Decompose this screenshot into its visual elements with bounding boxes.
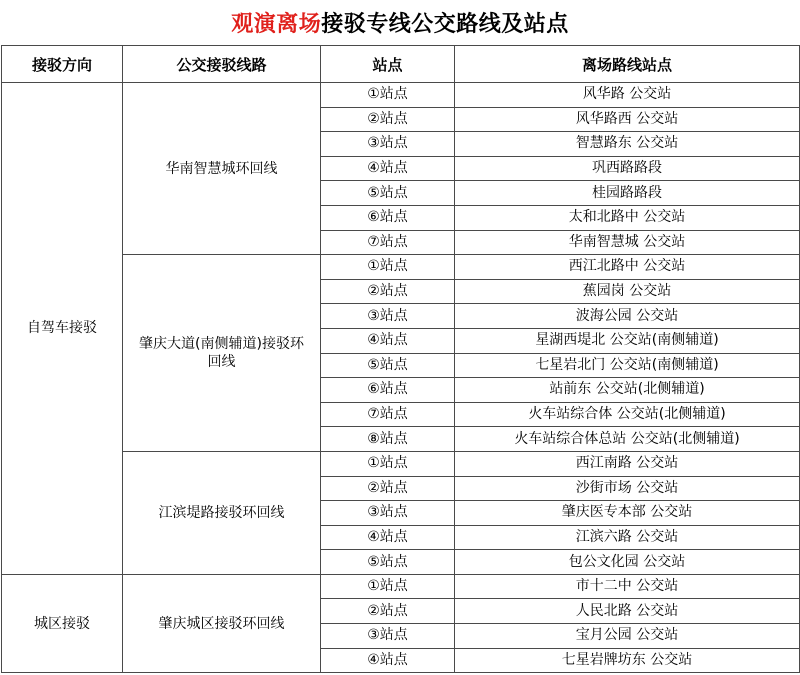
stop-number-cell: ⑤站点 <box>321 181 455 206</box>
stop-name-cell: 人民北路 公交站 <box>455 599 800 624</box>
stop-name-cell: 西江北路中 公交站 <box>455 255 800 280</box>
stop-name-cell: 包公文化园 公交站 <box>455 550 800 575</box>
stop-name-cell: 巩西路路段 <box>455 156 800 181</box>
stop-name-cell: 华南智慧城 公交站 <box>455 230 800 255</box>
stop-number-cell: ④站点 <box>321 525 455 550</box>
header-stop: 站点 <box>321 46 455 83</box>
stop-number-cell: ⑤站点 <box>321 550 455 575</box>
stop-name-cell: 桂园路路段 <box>455 181 800 206</box>
route-cell: 华南智慧城环回线 <box>123 83 321 255</box>
stop-number-cell: ③站点 <box>321 624 455 649</box>
header-row <box>2 46 800 83</box>
title-rest: 接驳专线公交路线及站点 <box>321 11 569 37</box>
route-cell: 肇庆大道(南侧辅道)接驳环回线 <box>123 255 321 452</box>
stop-name-cell: 肇庆医专本部 公交站 <box>455 501 800 526</box>
stop-number-cell: ⑥站点 <box>321 205 455 230</box>
direction-cell: 自驾车接驳 <box>2 83 123 575</box>
stop-number-cell: ⑥站点 <box>321 378 455 403</box>
stop-number-cell: ①站点 <box>321 83 455 108</box>
stop-name-cell: 智慧路东 公交站 <box>455 132 800 157</box>
stop-name-cell: 星湖西堤北 公交站(南侧辅道) <box>455 328 800 353</box>
stop-number-cell: ⑦站点 <box>321 402 455 427</box>
stop-name-cell: 江滨六路 公交站 <box>455 525 800 550</box>
stop-name-cell: 站前东 公交站(北侧辅道) <box>455 378 800 403</box>
page-title <box>0 0 800 45</box>
direction-cell: 城区接驳 <box>2 574 123 672</box>
stop-number-cell: ④站点 <box>321 328 455 353</box>
stop-number-cell: ③站点 <box>321 304 455 329</box>
header-direction: 接驳方向 <box>2 46 123 83</box>
stop-number-cell: ⑦站点 <box>321 230 455 255</box>
stop-number-cell: ①站点 <box>321 574 455 599</box>
stop-name-cell: 火车站综合体总站 公交站(北侧辅道) <box>455 427 800 452</box>
stop-number-cell: ①站点 <box>321 451 455 476</box>
route-cell: 肇庆城区接驳环回线 <box>123 574 321 672</box>
stop-number-cell: ⑤站点 <box>321 353 455 378</box>
stop-number-cell: ②站点 <box>321 279 455 304</box>
stop-name-cell: 沙街市场 公交站 <box>455 476 800 501</box>
stop-name-cell: 西江南路 公交站 <box>455 451 800 476</box>
stop-number-cell: ④站点 <box>321 648 455 673</box>
stop-name-cell: 风华路 公交站 <box>455 83 800 108</box>
stop-name-cell: 七星岩牌坊东 公交站 <box>455 648 800 673</box>
stop-name-cell: 波海公园 公交站 <box>455 304 800 329</box>
table-row <box>2 574 800 599</box>
header-stop-name: 离场路线站点 <box>455 46 800 83</box>
stop-name-cell: 风华路西 公交站 <box>455 107 800 132</box>
stop-name-cell: 太和北路中 公交站 <box>455 205 800 230</box>
route-cell: 江滨堤路接驳环回线 <box>123 451 321 574</box>
stop-number-cell: ②站点 <box>321 107 455 132</box>
table-row <box>2 83 800 108</box>
table-body <box>2 83 800 673</box>
stop-name-cell: 市十二中 公交站 <box>455 574 800 599</box>
stop-name-cell: 七星岩北门 公交站(南侧辅道) <box>455 353 800 378</box>
stop-number-cell: ②站点 <box>321 599 455 624</box>
title-highlight: 观演离场 <box>231 11 322 37</box>
stop-number-cell: ①站点 <box>321 255 455 280</box>
stop-name-cell: 宝月公园 公交站 <box>455 624 800 649</box>
header-route: 公交接驳线路 <box>123 46 321 83</box>
route-table <box>1 45 800 673</box>
stop-number-cell: ③站点 <box>321 132 455 157</box>
stop-number-cell: ⑧站点 <box>321 427 455 452</box>
stop-number-cell: ④站点 <box>321 156 455 181</box>
stop-number-cell: ③站点 <box>321 501 455 526</box>
stop-name-cell: 火车站综合体 公交站(北侧辅道) <box>455 402 800 427</box>
stop-number-cell: ②站点 <box>321 476 455 501</box>
stop-name-cell: 蕉园岗 公交站 <box>455 279 800 304</box>
